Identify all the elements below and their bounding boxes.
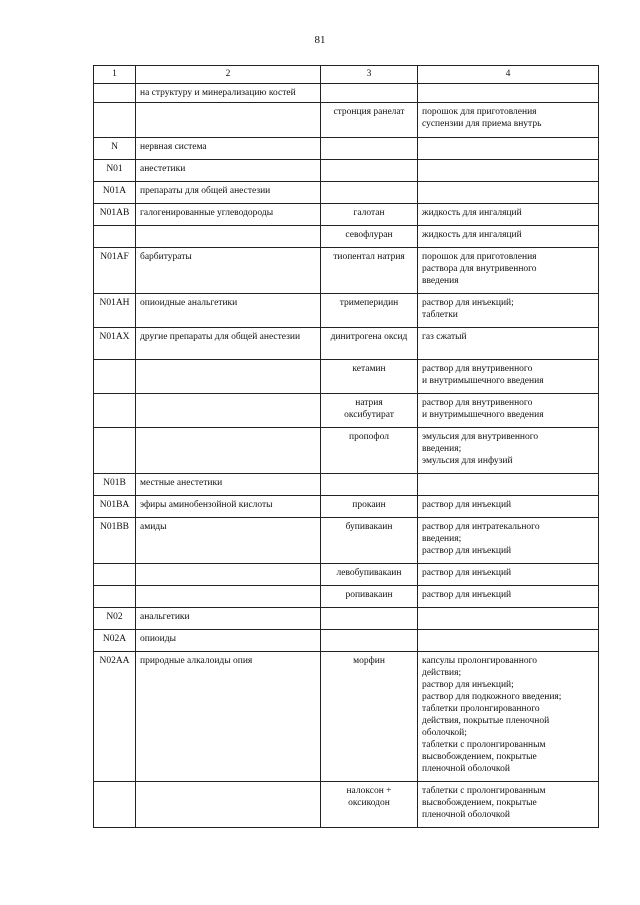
table-row bbox=[94, 204, 599, 226]
drug-name-line: бупивакаин bbox=[345, 522, 393, 532]
dosage-form-line: таблетки с пролонгированным bbox=[422, 740, 546, 750]
dosage-form-line: и внутримышечного введения bbox=[422, 410, 544, 420]
dosage-form-line: высвобождением, покрытые bbox=[422, 752, 537, 762]
drug-name-cell bbox=[321, 428, 418, 474]
drug-name-line: пропофол bbox=[349, 432, 389, 442]
dosage-form-line: и внутримышечного введения bbox=[422, 376, 544, 386]
dosage-form-cell bbox=[418, 294, 599, 328]
dosage-form-line: пленочной оболочкой bbox=[422, 810, 510, 820]
dosage-form-cell bbox=[418, 138, 599, 160]
table-row bbox=[94, 474, 599, 496]
atc-code-cell bbox=[94, 360, 136, 394]
atc-code-cell: N01B bbox=[94, 474, 136, 496]
dosage-form-cell bbox=[418, 782, 599, 828]
dosage-form-line: раствор для интратекального bbox=[422, 522, 540, 532]
dosage-form-line: капсулы пролонгированного bbox=[422, 656, 537, 666]
drug-name-cell bbox=[321, 103, 418, 138]
anatomical-therapeutic-group-cell: эфиры аминобензойной кислоты bbox=[136, 496, 321, 518]
drug-name-cell bbox=[321, 294, 418, 328]
dosage-form-line: таблетки пролонгированного bbox=[422, 704, 540, 714]
drug-name-cell bbox=[321, 182, 418, 204]
anatomical-therapeutic-group-cell bbox=[136, 782, 321, 828]
drug-name-line: севофлуран bbox=[345, 230, 393, 240]
dosage-form-cell bbox=[418, 564, 599, 586]
atc-code-cell: N01 bbox=[94, 160, 136, 182]
table-row bbox=[94, 182, 599, 204]
anatomical-therapeutic-group-cell bbox=[136, 394, 321, 428]
drug-name-line: стронция ранелат bbox=[333, 107, 405, 117]
table-row bbox=[94, 103, 599, 138]
table-header-row bbox=[94, 66, 599, 84]
drug-name-cell bbox=[321, 630, 418, 652]
drug-name-line: тримеперидин bbox=[339, 298, 399, 308]
anatomical-therapeutic-group-cell bbox=[136, 226, 321, 248]
drug-name-cell bbox=[321, 204, 418, 226]
drug-name-cell bbox=[321, 394, 418, 428]
dosage-form-line: введения; bbox=[422, 534, 462, 544]
table-row bbox=[94, 328, 599, 360]
header-col-3: 3 bbox=[321, 66, 418, 84]
atc-code-cell bbox=[94, 782, 136, 828]
dosage-form-cell bbox=[418, 226, 599, 248]
dosage-form-line: пленочной оболочкой bbox=[422, 764, 510, 774]
table-row bbox=[94, 84, 599, 103]
drug-name-line: налоксон + bbox=[346, 786, 392, 796]
drug-name-cell bbox=[321, 586, 418, 608]
table-row bbox=[94, 138, 599, 160]
anatomical-therapeutic-group-cell: опиоиды bbox=[136, 630, 321, 652]
dosage-form-line: раствор для инъекций bbox=[422, 568, 512, 578]
atc-code-cell bbox=[94, 226, 136, 248]
anatomical-therapeutic-group-cell: нервная система bbox=[136, 138, 321, 160]
table-row bbox=[94, 248, 599, 294]
dosage-form-cell bbox=[418, 204, 599, 226]
dosage-form-line: раствор для инъекций; bbox=[422, 298, 514, 308]
dosage-form-cell bbox=[418, 496, 599, 518]
dosage-form-cell bbox=[418, 474, 599, 496]
anatomical-therapeutic-group-cell: природные алкалоиды опия bbox=[136, 652, 321, 782]
dosage-form-cell bbox=[418, 248, 599, 294]
anatomical-therapeutic-group-cell: опиоидные анальгетики bbox=[136, 294, 321, 328]
dosage-form-line: раствор для подкожного введения; bbox=[422, 692, 562, 702]
table-row bbox=[94, 226, 599, 248]
atc-code-cell: N bbox=[94, 138, 136, 160]
drug-name-cell bbox=[321, 608, 418, 630]
dosage-form-cell bbox=[418, 84, 599, 103]
table-row bbox=[94, 360, 599, 394]
dosage-form-cell bbox=[418, 360, 599, 394]
table-row bbox=[94, 518, 599, 564]
drug-name-cell bbox=[321, 328, 418, 360]
anatomical-therapeutic-group-cell: другие препараты для общей анестезии bbox=[136, 328, 321, 360]
dosage-form-line: жидкость для ингаляций bbox=[422, 208, 522, 218]
table-row bbox=[94, 160, 599, 182]
drug-name-cell bbox=[321, 138, 418, 160]
drug-name-line: динитрогена оксид bbox=[330, 332, 408, 342]
anatomical-therapeutic-group-cell: местные анестетики bbox=[136, 474, 321, 496]
drug-name-cell bbox=[321, 782, 418, 828]
dosage-form-line: оболочкой; bbox=[422, 728, 467, 738]
anatomical-therapeutic-group-cell bbox=[136, 360, 321, 394]
atc-code-cell: N01BB bbox=[94, 518, 136, 564]
drug-name-line: ропивакаин bbox=[345, 590, 393, 600]
anatomical-therapeutic-group-cell: галогенированные углеводороды bbox=[136, 204, 321, 226]
table-row bbox=[94, 496, 599, 518]
atc-code-cell bbox=[94, 84, 136, 103]
anatomical-therapeutic-group-cell: препараты для общей анестезии bbox=[136, 182, 321, 204]
drug-name-cell bbox=[321, 84, 418, 103]
dosage-form-line: раствор для внутривенного bbox=[422, 398, 533, 408]
atc-code-cell bbox=[94, 103, 136, 138]
drug-name-line: оксибутират bbox=[344, 410, 394, 420]
dosage-form-line: таблетки bbox=[422, 310, 458, 320]
drug-name-cell bbox=[321, 248, 418, 294]
page-number: 81 bbox=[314, 34, 326, 46]
anatomical-therapeutic-group-cell: на структуру и минерализацию костей bbox=[136, 84, 321, 103]
drug-name-line: галотан bbox=[353, 208, 385, 218]
dosage-form-cell bbox=[418, 328, 599, 360]
table-row bbox=[94, 564, 599, 586]
dosage-form-cell bbox=[418, 160, 599, 182]
dosage-form-line: действия, покрытые пленочной bbox=[422, 716, 550, 726]
atc-code-cell: N01A bbox=[94, 182, 136, 204]
anatomical-therapeutic-group-cell: анальгетики bbox=[136, 608, 321, 630]
table-row bbox=[94, 394, 599, 428]
drug-name-line: оксикодон bbox=[348, 798, 390, 808]
dosage-form-cell bbox=[418, 586, 599, 608]
header-col-4: 4 bbox=[418, 66, 599, 84]
dosage-form-line: суспензии для приема внутрь bbox=[422, 119, 542, 129]
dosage-form-cell bbox=[418, 608, 599, 630]
dosage-form-line: введения bbox=[422, 276, 459, 286]
anatomical-therapeutic-group-cell bbox=[136, 428, 321, 474]
atc-code-cell bbox=[94, 564, 136, 586]
atc-code-cell: N01AX bbox=[94, 328, 136, 360]
dosage-form-line: раствор для инъекций; bbox=[422, 680, 514, 690]
drug-name-cell bbox=[321, 360, 418, 394]
atc-code-cell: N02AA bbox=[94, 652, 136, 782]
table-row bbox=[94, 586, 599, 608]
drug-name-cell bbox=[321, 160, 418, 182]
drug-name-cell bbox=[321, 518, 418, 564]
dosage-form-line: высвобождением, покрытые bbox=[422, 798, 537, 808]
dosage-form-cell bbox=[418, 428, 599, 474]
drug-name-line: тиопентал натрия bbox=[333, 252, 405, 262]
drug-list-table bbox=[93, 65, 599, 828]
anatomical-therapeutic-group-cell: анестетики bbox=[136, 160, 321, 182]
anatomical-therapeutic-group-cell bbox=[136, 564, 321, 586]
dosage-form-line: эмульсия для инфузий bbox=[422, 456, 513, 466]
atc-code-cell bbox=[94, 428, 136, 474]
drug-name-line: морфин bbox=[353, 656, 385, 666]
dosage-form-line: раствор для внутривенного bbox=[422, 364, 533, 374]
dosage-form-cell bbox=[418, 652, 599, 782]
atc-code-cell bbox=[94, 586, 136, 608]
dosage-form-cell bbox=[418, 182, 599, 204]
anatomical-therapeutic-group-cell bbox=[136, 103, 321, 138]
drug-name-cell bbox=[321, 496, 418, 518]
drug-name-line: натрия bbox=[355, 398, 383, 408]
dosage-form-line: жидкость для ингаляций bbox=[422, 230, 522, 240]
dosage-form-cell bbox=[418, 630, 599, 652]
atc-code-cell bbox=[94, 394, 136, 428]
anatomical-therapeutic-group-cell bbox=[136, 586, 321, 608]
table-row bbox=[94, 608, 599, 630]
atc-code-cell: N01AH bbox=[94, 294, 136, 328]
dosage-form-line: эмульсия для внутривенного bbox=[422, 432, 539, 442]
table-row bbox=[94, 652, 599, 782]
dosage-form-line: введения; bbox=[422, 444, 462, 454]
drug-name-line: левобупивакаин bbox=[336, 568, 402, 578]
atc-code-cell: N01BA bbox=[94, 496, 136, 518]
dosage-form-line: порошок для приготовления bbox=[422, 252, 537, 262]
dosage-form-cell bbox=[418, 103, 599, 138]
table-row bbox=[94, 428, 599, 474]
dosage-form-line: таблетки с пролонгированным bbox=[422, 786, 546, 796]
dosage-form-line: раствор для инъекций bbox=[422, 500, 512, 510]
anatomical-therapeutic-group-cell: барбитураты bbox=[136, 248, 321, 294]
dosage-form-line: раствор для инъекций bbox=[422, 546, 512, 556]
atc-code-cell: N01AF bbox=[94, 248, 136, 294]
atc-code-cell: N02A bbox=[94, 630, 136, 652]
atc-code-cell: N01AB bbox=[94, 204, 136, 226]
table-row bbox=[94, 630, 599, 652]
drug-name-cell bbox=[321, 226, 418, 248]
drug-name-cell bbox=[321, 652, 418, 782]
drug-name-line: прокаин bbox=[352, 500, 386, 510]
dosage-form-line: раствора для внутривенного bbox=[422, 264, 537, 274]
header-col-1: 1 bbox=[94, 66, 136, 84]
atc-code-cell: N02 bbox=[94, 608, 136, 630]
table-row bbox=[94, 782, 599, 828]
dosage-form-cell bbox=[418, 518, 599, 564]
dosage-form-line: газ сжатый bbox=[422, 332, 467, 342]
dosage-form-line: порошок для приготовления bbox=[422, 107, 537, 117]
drug-name-cell bbox=[321, 564, 418, 586]
dosage-form-cell bbox=[418, 394, 599, 428]
dosage-form-line: действия; bbox=[422, 668, 462, 678]
drug-name-line: кетамин bbox=[352, 364, 386, 374]
dosage-form-line: раствор для инъекций bbox=[422, 590, 512, 600]
drug-name-cell bbox=[321, 474, 418, 496]
table-row bbox=[94, 294, 599, 328]
header-col-2: 2 bbox=[136, 66, 321, 84]
anatomical-therapeutic-group-cell: амиды bbox=[136, 518, 321, 564]
